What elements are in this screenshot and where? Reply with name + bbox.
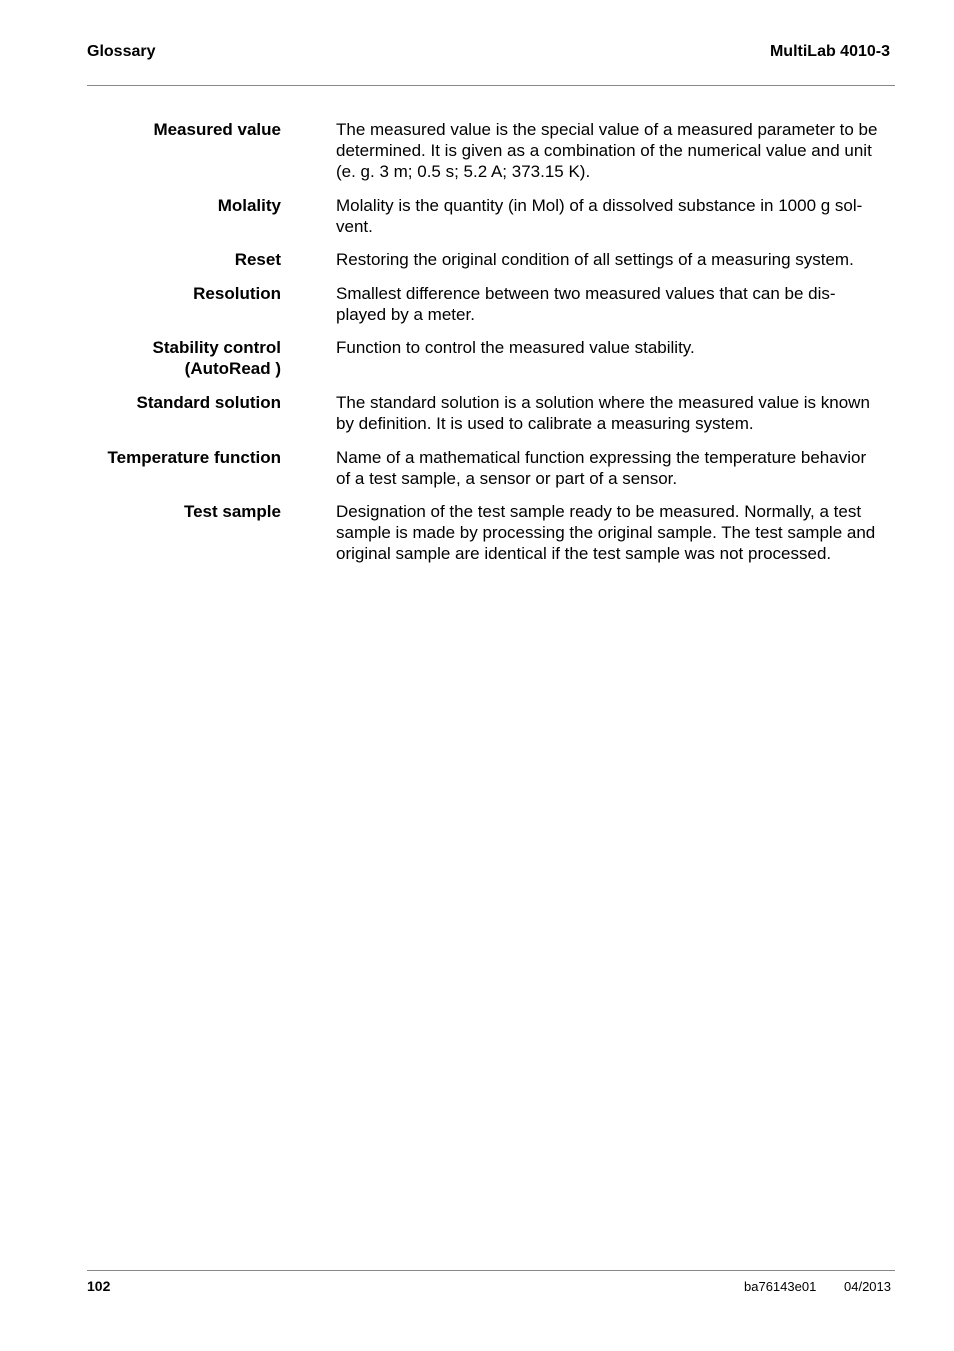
glossary-term: Reset	[234, 250, 281, 269]
glossary-entry-resolution	[87, 283, 895, 325]
glossary-definition: Restoring the original condition of all settings of a measuring system.	[336, 250, 854, 269]
glossary-definition: The measured value is the special value of a measured parameter to be determined. It is given as a combination of the numerical value and unit (e. g. 3 m; 0.5 s; 5.2 A; 373.15 K).	[336, 120, 878, 181]
header-divider	[87, 85, 895, 86]
glossary-definition: Function to control the measured value stability.	[336, 338, 695, 357]
glossary-entry-temperature-function	[87, 447, 895, 489]
glossary-term: Standard solution	[136, 393, 281, 412]
header-section-title: Glossary	[87, 43, 156, 60]
glossary-definition: Designation of the test sample ready to be measured. Normally, a test sample is made by processing the original sample. The test sample and original sample are identical if the test sample was not processed.	[336, 502, 876, 563]
glossary-entry-measured-value	[87, 119, 895, 182]
glossary-definition: Molality is the quantity (in Mol) of a dissolved substance in 1000 g sol- vent.	[336, 196, 863, 236]
footer-divider	[87, 1270, 895, 1271]
glossary-entry-molality	[87, 195, 895, 237]
glossary-definition: Smallest difference between two measured values that can be dis- played by a meter.	[336, 284, 836, 324]
header-product-name: MultiLab 4010-3	[769, 43, 890, 60]
glossary-definition: Name of a mathematical function expressing the temperature behavior of a test sample, a sensor or part of a sensor.	[336, 448, 867, 488]
footer-document-id: ba76143e01	[744, 1279, 817, 1294]
glossary-entry-test-sample	[87, 501, 895, 564]
glossary-list	[87, 119, 895, 564]
footer-page-number: 102	[87, 1278, 111, 1294]
glossary-definition: The standard solution is a solution where the measured value is known by definition. It is used to calibrate a measuring system.	[336, 393, 870, 433]
glossary-entry-stability-control	[87, 337, 895, 379]
glossary-entry-standard-solution	[87, 392, 895, 434]
glossary-term: Resolution	[193, 284, 281, 303]
glossary-term: Stability control (AutoRead )	[152, 338, 281, 378]
glossary-term: Test sample	[183, 502, 281, 521]
footer-date: 04/2013	[844, 1279, 891, 1294]
glossary-entry-reset	[87, 249, 895, 270]
glossary-term: Molality	[217, 196, 281, 215]
glossary-term: Temperature function	[107, 448, 281, 467]
glossary-term: Measured value	[153, 120, 281, 139]
